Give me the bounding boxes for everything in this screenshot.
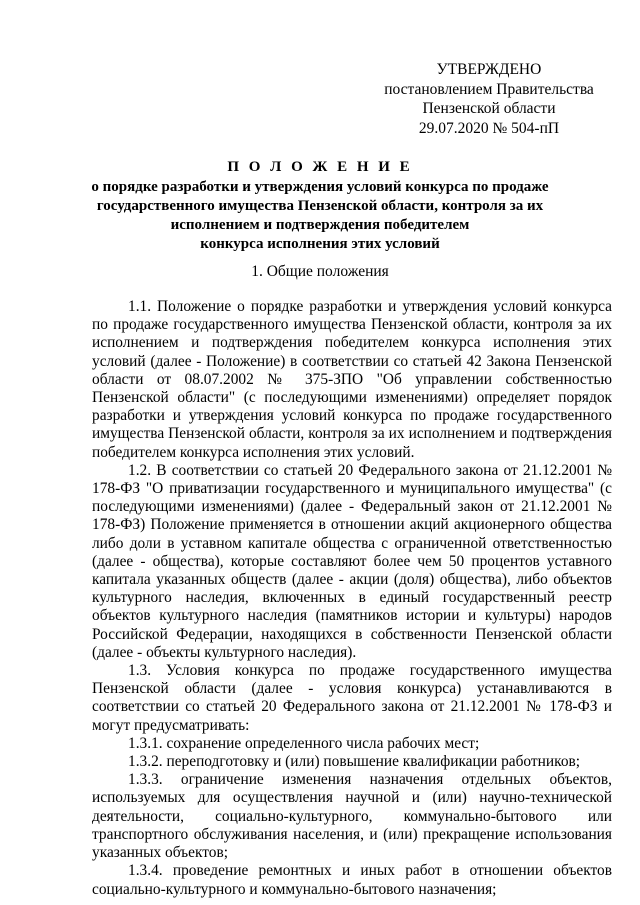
- document-type-heading: П О Л О Ж Е Н И Е: [227, 159, 413, 175]
- section-title-general: 1. Общие положения: [251, 263, 389, 280]
- paragraph-1-1: 1.1. Положение о порядке разработки и утверждения условий конкурса по продаже государственного имущества Пензенской области, контроля за их исполнением и подтверждения победителем конкурса исполнения этих условий (далее - Положение) в соответствии со статьей 42 Закона Пензенской области от 08.07.2002 № 375-ЗПО "Об управлении собственностью Пензенской области" (с последующими изменениями) определяет порядок разработки и утверждения условий конкурса по продаже государственного имущества Пензенской области, контроля за их исполнением и подтверждения победителем конкурса исполнения этих условий.: [92, 298, 612, 461]
- document-title: [60, 158, 580, 254]
- title-line-4: конкурса исполнения этих условий: [200, 236, 440, 252]
- paragraph-1-3-1: 1.3.1. сохранение определенного числа рабочих мест;: [128, 734, 480, 752]
- title-line-3: исполнением и подтверждения победителем: [170, 217, 470, 233]
- paragraph-1-3-4: 1.3.4. проведение ремонтных и иных работ в отношении объектов социально-культурного и коммунально-бытового назначения;: [92, 862, 612, 898]
- document-body: [92, 298, 612, 899]
- approval-line-resolution: постановлением Правительства: [384, 80, 594, 98]
- approval-line-date-number: 29.07.2020 № 504-пП: [418, 119, 560, 137]
- title-line-2: государственного имущества Пензенской области, контроля за их: [96, 198, 544, 214]
- paragraph-1-3-2: 1.3.2. переподготовку и (или) повышение квалификации работников;: [128, 753, 581, 771]
- paragraph-1-3: 1.3. Условия конкурса по продаже государственного имущества Пензенской области (далее - условия конкурса) устанавливаются в соответствии со статьей 20 Федерального закона от 21.12.2001 № 178-ФЗ и могут предусматривать:: [92, 662, 612, 734]
- approval-line-approved: УТВЕРЖДЕНО: [436, 61, 542, 78]
- paragraph-1-2: 1.2. В соответствии со статьей 20 Федерального закона от 21.12.2001 № 178-ФЗ "О приватизации государственного и муниципального имущества" (с последующими изменениями) (далее - Федеральный закон от 21.12.2001 № 178-ФЗ) Положение применяется в отношении акций акционерного общества либо доли в уставном капитале общества с ограниченной ответственностью (далее - общества), которые составляют более чем 50 процентов уставного капитала указанных обществ (далее - акции (доля) общества), либо объектов культурного наследия, включенных в единый государственный реестр объектов культурного наследия (памятников истории и культуры) народов Российской Федерации, находящихся в собственности Пензенской области (далее - объекты культурного наследия).: [92, 461, 612, 661]
- title-line-1: о порядке разработки и утверждения условий конкурса по продаже: [91, 179, 549, 195]
- approval-line-region: Пензенской области: [422, 100, 556, 117]
- approval-stamp: [364, 60, 614, 138]
- paragraph-1-3-3: 1.3.3. ограничение изменения назначения отдельных объектов, используемых для осуществления научной и (или) научно-технической деятельности, социально-культурного, коммунально-бытового или транспортного обслуживания населения, и (или) прекращение использования указанных объектов;: [92, 771, 612, 862]
